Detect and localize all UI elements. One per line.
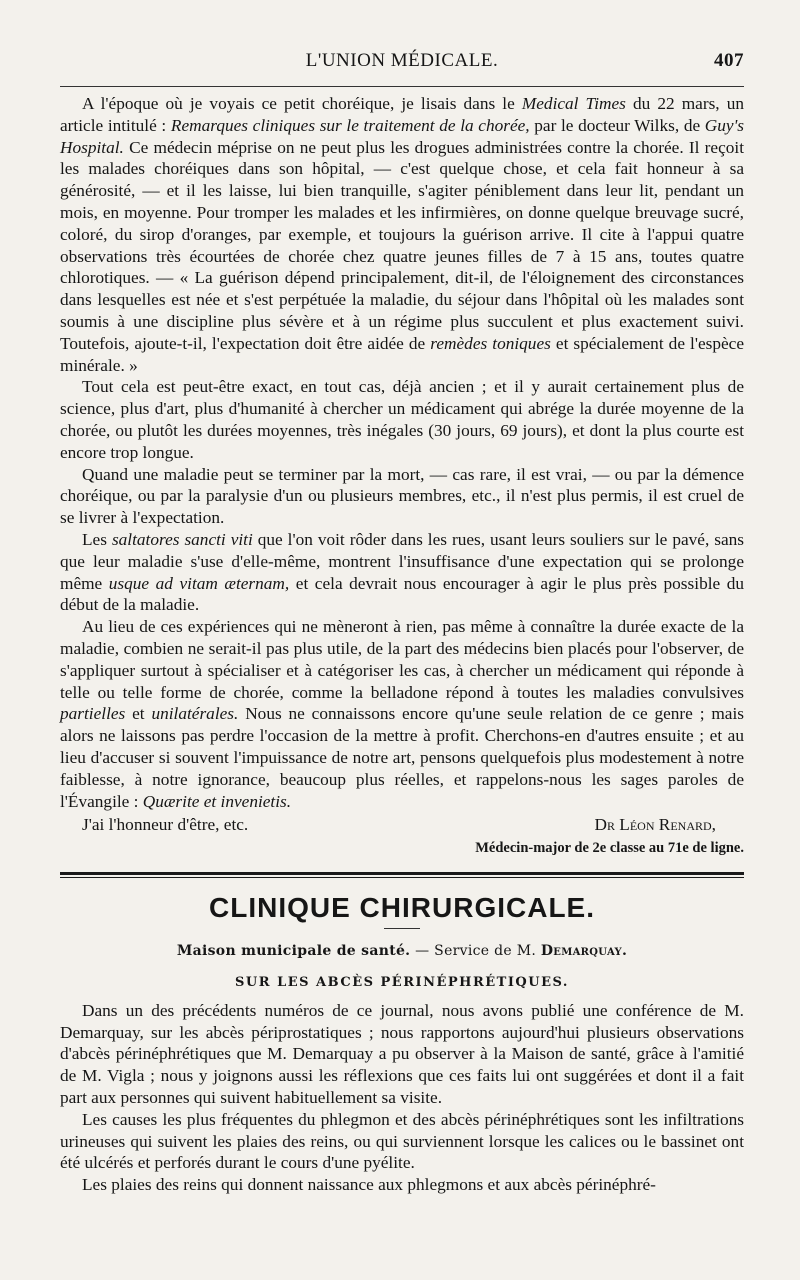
paragraph: Tout cela est peut-être exact, en tout cas, déjà ancien ; et il y aurait certainement plus de science, plus d'art, plus d'humanité à chercher un médicament qui abrége la durée moyenne de la chorée, ou plutôt les durées moyennes, très inégales (30 jours, 69 jours), et dont la plus courte est encore trop longue. — [60, 377, 744, 462]
article-text — [60, 1000, 744, 1196]
signature-line — [60, 814, 744, 836]
running-head — [60, 50, 744, 76]
title-underline — [384, 928, 420, 929]
service-label: Service de M. — [434, 942, 541, 959]
article-text — [60, 93, 744, 860]
section-divider — [60, 872, 744, 878]
service-place: Maison municipale de santé. — [176, 942, 411, 959]
section-title: CLINIQUE CHIRURGICALE. — [209, 891, 595, 923]
paragraph: Au lieu de ces expériences qui ne mèneront à rien, pas même à connaître la durée exacte de la maladie, combien ne serait-il pas plus utile, de la part des médecins bien placés pour l'observer, de s'appliquer surtout à spécialiser et à catégoriser les cas, à chercher un médicament qui réponde à telle ou telle forme de chorée, comme la belladone répond à toutes les maladies convulsives partielles et unilatérales. Nous ne connaissons encore qu'une seule relation de ce genre ; mais alors ne laissons pas perdre l'occasion de la mettre à profit. Cherchons-en d'autres ensuite ; et au lieu d'accuser si souvent l'impuissance de notre art, pensons quelquefois plus modestement à notre faiblesse, à notre ignorance, beaucoup plus réelles, et rappelons-nous les sages paroles de l'Évangile : Quærite et invenietis. — [60, 617, 744, 811]
author-rank: Médecin-major de 2e classe au 71e de ligne. — [475, 840, 744, 857]
running-title: L'UNION MÉDICALE. — [305, 50, 499, 71]
closing-formula: J'ai l'honneur d'être, etc. — [82, 815, 249, 835]
service-line: Maison municipale de santé. — Service de M. Demarquay. — [176, 942, 628, 959]
header-rule — [60, 86, 744, 87]
paragraph: Les saltatores sancti viti que l'on voit rôder dans les rues, usant leurs souliers sur le pavé, sans que leur maladie s'use d'elle-même, montrent l'insuffisance d'une expectation qui se prolonge même usque ad vitam æternam, et cela devrait nous encourager à agir le plus près possible du début de la maladie. — [60, 529, 745, 615]
paragraph: Dans un des précédents numéros de ce journal, nous avons publié une conférence de M. Demarquay, sur les abcès périprostatiques ; nous rapportons aujourd'hui plusieurs observations d'abcès périnéphrétiques que M. Demarquay a pu observer à la Maison de santé, grâce à l'amitié de M. Vigla ; nous y joignons aussi les réflexions que ces faits lui ont suggérées et dont il a fait part aux personnes qui suivent habituellement sa visite. — [60, 1000, 744, 1108]
article-title: SUR LES ABCÈS PÉRINÉPHRÉTIQUES. — [235, 974, 569, 990]
paragraph: A l'époque où je voyais ce petit choréique, je lisais dans le Medical Times du 22 mars, un article intitulé : Remarques cliniques sur le traitement de la chorée, par le docteur Wilks, de Guy's Hospital. Ce médecin méprise on ne peut plus les drogues administrées contre la chorée. Il reçoit les malades choréiques dans son hôpital, — c'est quelque chose, et cela fait honneur à sa générosité, — et il les laisse, lui bien tranquille, s'agiter péniblement dans leur lit, pendant un mois, en moyenne. Pour tromper les malades et les infirmières, on donne quelque breuvage sucré, coloré, du sirop d'oranges, par exemple, et toujours la guérison arrive. Il cite à l'appui quatre observations très écourtées de chorée chez quatre jeunes filles de 7 à 15 ans, toutes quatre chlorotiques. — « La guérison dépend principalement, dit-il, de l'éloignement des circonstances dans lesquelles est née et s'est perpétuée la maladie, du séjour dans l'hôpital où les malades sont soumis à une discipline plus sévère et à un régime plus succulent et plus exactement suivi. Toutefois, ajoute-t-il, l'expectation doit être aidée de remèdes toniques et spécialement de l'espèce minérale. » — [60, 94, 745, 375]
page-number: 407 — [714, 50, 744, 71]
service-chief: Demarquay. — [540, 942, 628, 959]
author-name: Dr Léon Renard, — [594, 815, 716, 835]
paragraph: Quand une maladie peut se terminer par la mort, — cas rare, il est vrai, — ou par la démence choréique, ou par la paralysie d'un ou plusieurs membres, etc., il n'est plus permis, il est cruel de se livrer à l'expectation. — [60, 464, 744, 528]
paragraph: Les plaies des reins qui donnent naissance aux phlegmons et aux abcès périnéphré- — [82, 1175, 656, 1195]
paragraph: Les causes les plus fréquentes du phlegmon et des abcès périnéphrétiques sont les infiltrations urineuses qui suivent les plaies des reins, ou qui surviennent lorsque les calices ou le bassinet ont été ulcérés et perforés durant le cours d'une pyélite. — [60, 1109, 744, 1173]
